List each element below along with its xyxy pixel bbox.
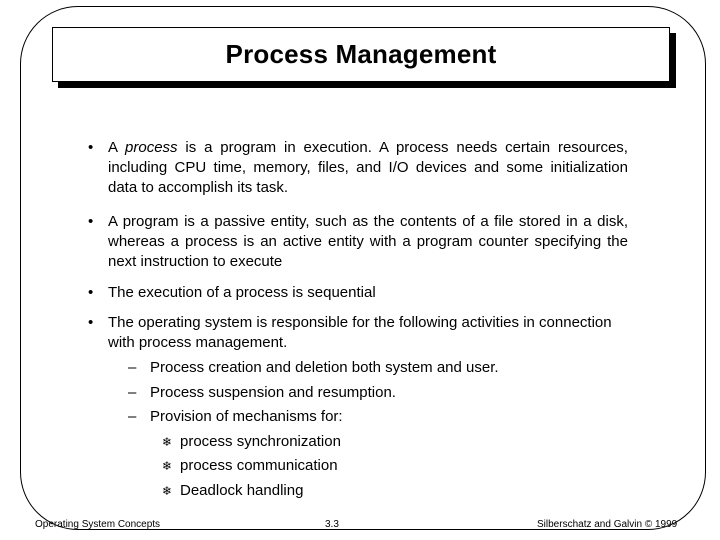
subsub-item-text: process synchronization (180, 433, 341, 450)
subsub-item-communication (162, 456, 338, 476)
sub-item-creation-deletion (128, 358, 499, 378)
sub-item-text: Process creation and deletion both system and user. (150, 359, 499, 376)
dash-marker: – (128, 408, 137, 425)
slide-title: Process Management (225, 39, 497, 69)
bullet-marker: • (88, 213, 94, 230)
bullet-item-sequential (88, 283, 628, 303)
subsub-item-text: process communication (180, 457, 338, 474)
bullet-marker: • (88, 284, 94, 301)
title-box (52, 27, 670, 82)
snowflake-icon: ❄ (162, 484, 173, 498)
bullet-item-program-vs-process (88, 212, 628, 272)
bullet-text: The operating system is responsible for the following activities in connection with process management. (108, 314, 612, 351)
footer-left: Operating System Concepts (35, 519, 161, 530)
bullet-list (88, 138, 628, 353)
dash-marker: – (128, 359, 137, 376)
sub-item-suspension-resumption (128, 383, 396, 403)
dash-marker: – (128, 384, 137, 401)
subsub-item-synchronization (162, 432, 341, 452)
footer-page-number: 3.3 (325, 519, 339, 530)
bullet-item-os-responsibilities (88, 313, 628, 353)
subsub-item-deadlock (162, 481, 303, 501)
bullet-marker: • (88, 139, 94, 156)
bullet-text-post: is a program in execution. A process needs certain resources, including CPU time, memory, files, and I/O devices and some initialization data to accomplish its task. (108, 139, 628, 196)
sub-item-text: Provision of mechanisms for: (150, 408, 343, 425)
bullet-text-emphasis: process (125, 139, 178, 156)
snowflake-icon: ❄ (162, 435, 173, 449)
snowflake-icon: ❄ (162, 459, 173, 473)
bullet-text-pre: A (108, 139, 126, 156)
sub-item-text: Process suspension and resumption. (150, 384, 396, 401)
bullet-text: The execution of a process is sequential (108, 284, 376, 301)
bullet-marker: • (88, 314, 94, 331)
bullet-text: A program is a passive entity, such as the contents of a file stored in a disk, whereas a process is an active entity with a program counter specifying the next instruction to execute (108, 213, 628, 270)
sub-item-mechanisms (128, 407, 343, 427)
footer-right: Silberschatz and Galvin © 1999 (537, 519, 678, 530)
subsub-item-text: Deadlock handling (180, 482, 304, 499)
bullet-item-process-definition (88, 138, 628, 198)
